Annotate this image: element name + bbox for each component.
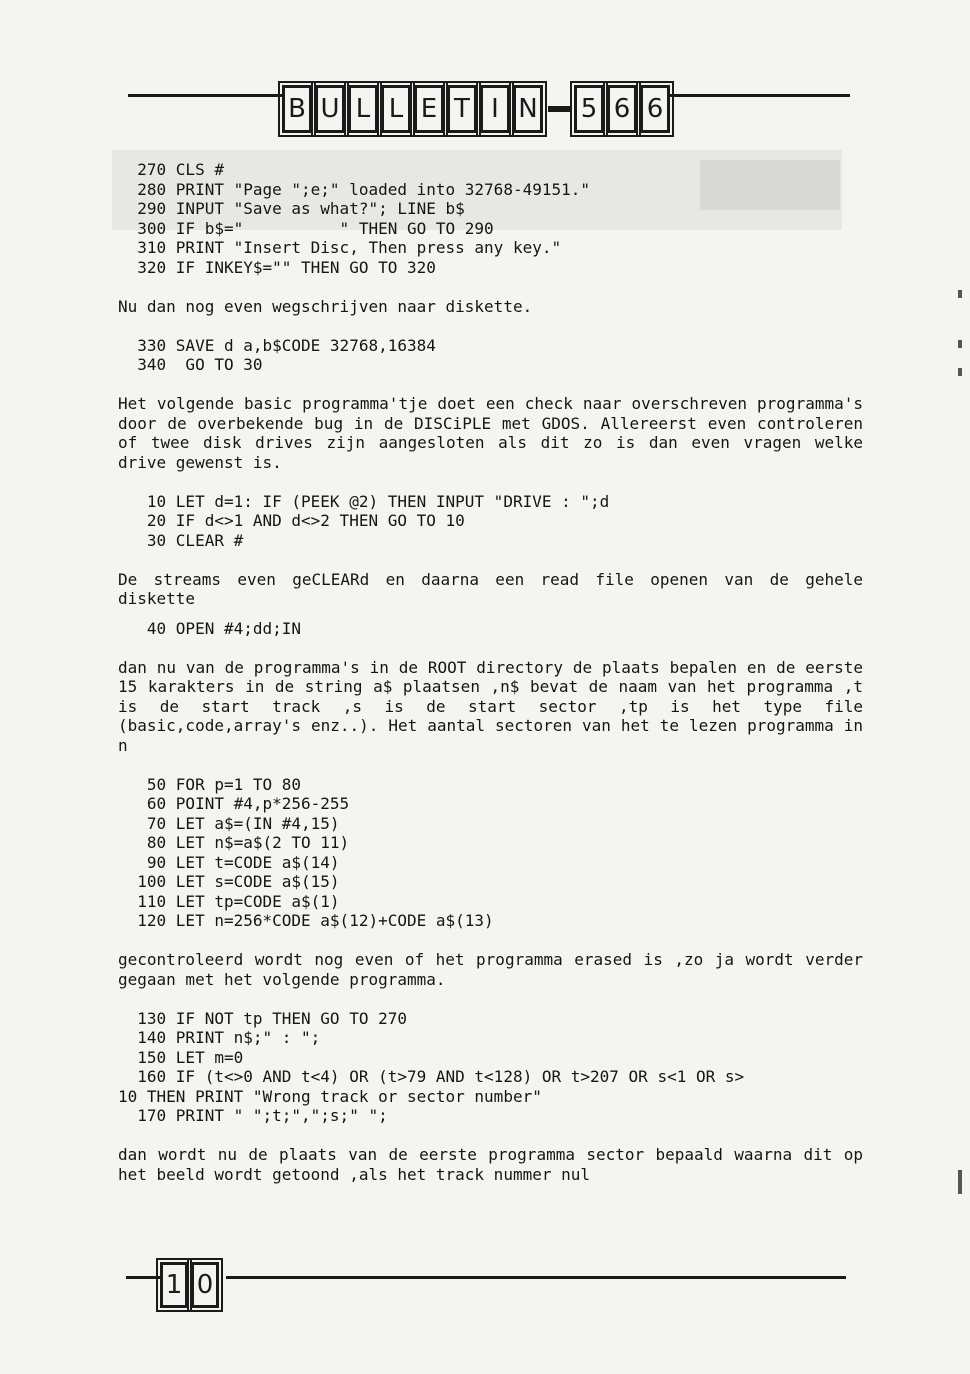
code-line: 160 IF (t<>0 AND t<4) OR (t>79 AND t<128) OR t>207 OR s<1 OR s> [118, 1067, 745, 1086]
code-line: 90 LET t=CODE a$(14) [118, 852, 340, 872]
logo-letter: L [348, 85, 378, 133]
code-line: 280 PRINT "Page ";e;" loaded into 32768-49151." [118, 179, 591, 199]
code-line: 290 INPUT "Save as what?"; LINE b$ [118, 199, 465, 218]
logo-letter: B [282, 85, 312, 133]
logo-letter: N [513, 85, 543, 133]
bulletin-logo [282, 80, 673, 138]
margin-mark [958, 1170, 962, 1194]
logo-connector [548, 106, 570, 112]
code-line: 80 LET n$=a$(2 TO 11) [118, 833, 350, 852]
code-line: 40 OPEN #4;dd;IN [118, 618, 302, 638]
logo-letter: I [480, 85, 510, 133]
code-block [118, 775, 863, 931]
code-line: 270 CLS # [118, 160, 224, 179]
code-line: 60 POINT #4,p*256-255 [118, 794, 350, 813]
code-line: 50 FOR p=1 TO 80 [118, 774, 302, 794]
logo-letter: L [381, 85, 411, 133]
code-line: 150 LET m=0 [118, 1047, 244, 1067]
margin-mark [958, 340, 962, 348]
code-line: 330 SAVE d a,b$CODE 32768,16384 [118, 335, 436, 355]
page-number-digit: 1 [160, 1262, 188, 1308]
paragraph: Het volgende basic programma'tje doet een check naar overschreven programma's door de overbekende bug in de DISCiPLE met GDOS. Allereerst even controleren of twee disk drives zijn aangesloten als dit zo is dan even vragen welke drive gewenst is. [118, 394, 863, 472]
logo-letter: U [315, 85, 345, 133]
code-line: 170 PRINT " ";t;",";s;" "; [118, 1106, 388, 1125]
code-block [118, 619, 863, 639]
logo-digit: 6 [640, 85, 670, 133]
header-rule-left [128, 94, 284, 97]
code-line: 130 IF NOT tp THEN GO TO 270 [118, 1008, 407, 1028]
code-block [118, 492, 863, 551]
code-line: 10 THEN PRINT "Wrong track or sector number" [118, 1086, 542, 1106]
footer-rule-left [126, 1276, 160, 1279]
article-body [118, 160, 863, 1184]
page-number-digit: 0 [191, 1262, 219, 1308]
code-line: 140 PRINT n$;" : "; [118, 1028, 321, 1047]
code-block [118, 160, 863, 277]
code-line: 10 LET d=1: IF (PEEK @2) THEN INPUT "DRIVE : ";d [118, 491, 610, 511]
logo-letter: T [447, 85, 477, 133]
code-line: 340 GO TO 30 [118, 355, 263, 374]
header-rule-right [660, 94, 850, 97]
code-block [118, 1009, 863, 1126]
footer-rule-right [226, 1276, 846, 1279]
paragraph: gecontroleerd wordt nog even of het programma erased is ,zo ja wordt verder gegaan met het volgende programma. [118, 950, 863, 989]
code-line: 70 LET a$=(IN #4,15) [118, 813, 340, 833]
code-line: 310 PRINT "Insert Disc, Then press any key." [118, 238, 562, 257]
code-line: 20 IF d<>1 AND d<>2 THEN GO TO 10 [118, 511, 465, 530]
paragraph: De streams even geCLEARd en daarna een read file openen van de gehele diskette [118, 569, 863, 608]
code-line: 30 CLEAR # [118, 530, 244, 550]
code-line: 320 IF INKEY$="" THEN GO TO 320 [118, 257, 436, 277]
margin-mark [958, 368, 962, 376]
margin-mark [958, 290, 962, 298]
paragraph: dan nu van de programma's in de ROOT directory de plaats bepalen en de eerste 15 karakters in de string a$ plaatsen ,n$ bevat de naam van het programma ,t is de start track ,s is de start sector ,tp is het type file (basic,code,array's enz..). Het aantal sectoren van het te lezen programma in n [118, 657, 863, 755]
page-number [160, 1262, 222, 1308]
code-line: 100 LET s=CODE a$(15) [118, 872, 340, 891]
logo-digit: 6 [607, 85, 637, 133]
paragraph: Nu dan nog even wegschrijven naar diskette. [118, 296, 533, 316]
code-line: 120 LET n=256*CODE a$(12)+CODE a$(13) [118, 911, 494, 930]
code-line: 300 IF b$=" " THEN GO TO 290 [118, 218, 494, 238]
paragraph: dan wordt nu de plaats van de eerste programma sector bepaald waarna dit op het beeld wordt getoond ,als het track nummer nul [118, 1145, 863, 1184]
logo-digit: 5 [574, 85, 604, 133]
logo-letter: E [414, 85, 444, 133]
code-block [118, 336, 863, 375]
code-line: 110 LET tp=CODE a$(1) [118, 891, 340, 911]
